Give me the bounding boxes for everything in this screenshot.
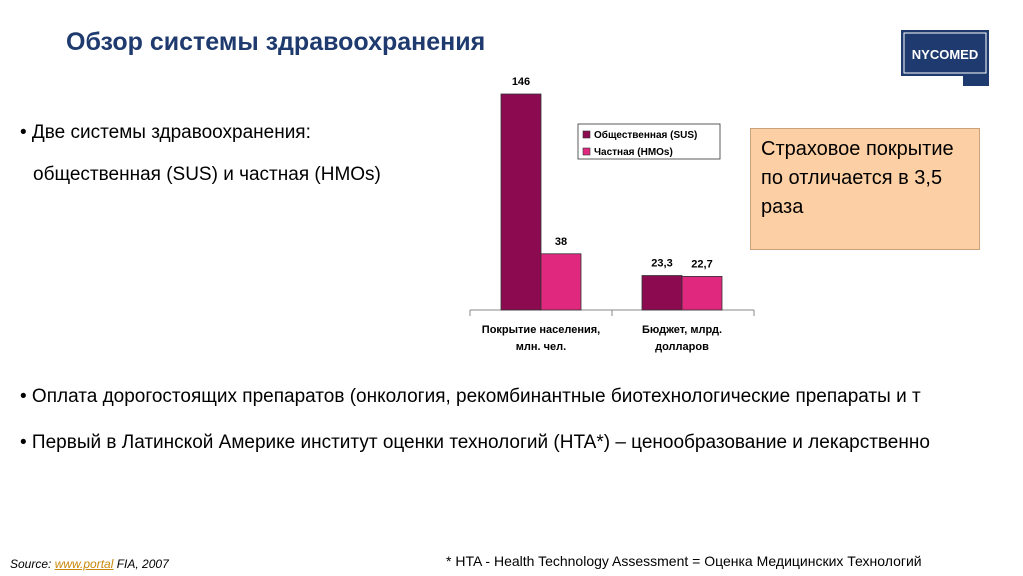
- bar-hmos-1: [682, 276, 722, 310]
- bar-value-label: 22,7: [691, 258, 713, 271]
- source-link[interactable]: www.portal: [54, 557, 114, 571]
- hta-footnote: * HTA - Health Technology Assessment = Оценка Медицинских Технологий: [446, 553, 922, 569]
- source-prefix: Source:: [10, 557, 55, 571]
- bar-hmos-0: [541, 254, 581, 310]
- bullet-hta-institute: • Первый в Латинской Америке институт оценки технологий (HTA*) – ценообразование и лекарственно: [20, 432, 930, 453]
- bar-sus-0: [501, 94, 541, 310]
- legend-label: Частная (HMOs): [594, 147, 673, 158]
- bullet-two-systems-sub: общественная (SUS) и частная (HMOs): [33, 164, 381, 185]
- logo-text: NYCOMED: [911, 47, 979, 62]
- category-label: млн. чел.: [515, 341, 567, 353]
- category-label: долларов: [655, 341, 709, 353]
- bullet-two-systems: • Две системы здравоохранения:: [20, 122, 311, 143]
- source-note: [10, 557, 169, 571]
- bar-value-label: 38: [554, 235, 568, 248]
- legend-swatch: [583, 148, 590, 155]
- legend-swatch: [583, 131, 590, 138]
- bar-value-label: 23,3: [651, 257, 673, 270]
- source-suffix: FIA, 2007: [113, 557, 169, 571]
- page-title: Обзор системы здравоохранения: [66, 28, 486, 56]
- bar-sus-1: [642, 276, 682, 310]
- category-label: Покрытие населения,: [481, 324, 601, 336]
- category-label: Бюджет, млрд.: [641, 324, 723, 336]
- bar-value-label: 146: [511, 76, 531, 88]
- legend-label: Общественная (SUS): [594, 130, 698, 141]
- bullet-expensive-drugs: • Оплата дорогостоящих препаратов (онкология, рекомбинантные биотехнологические препараты и т: [20, 386, 921, 407]
- coverage-callout: Страховое покрытие по отличается в 3,5 раза: [750, 128, 980, 250]
